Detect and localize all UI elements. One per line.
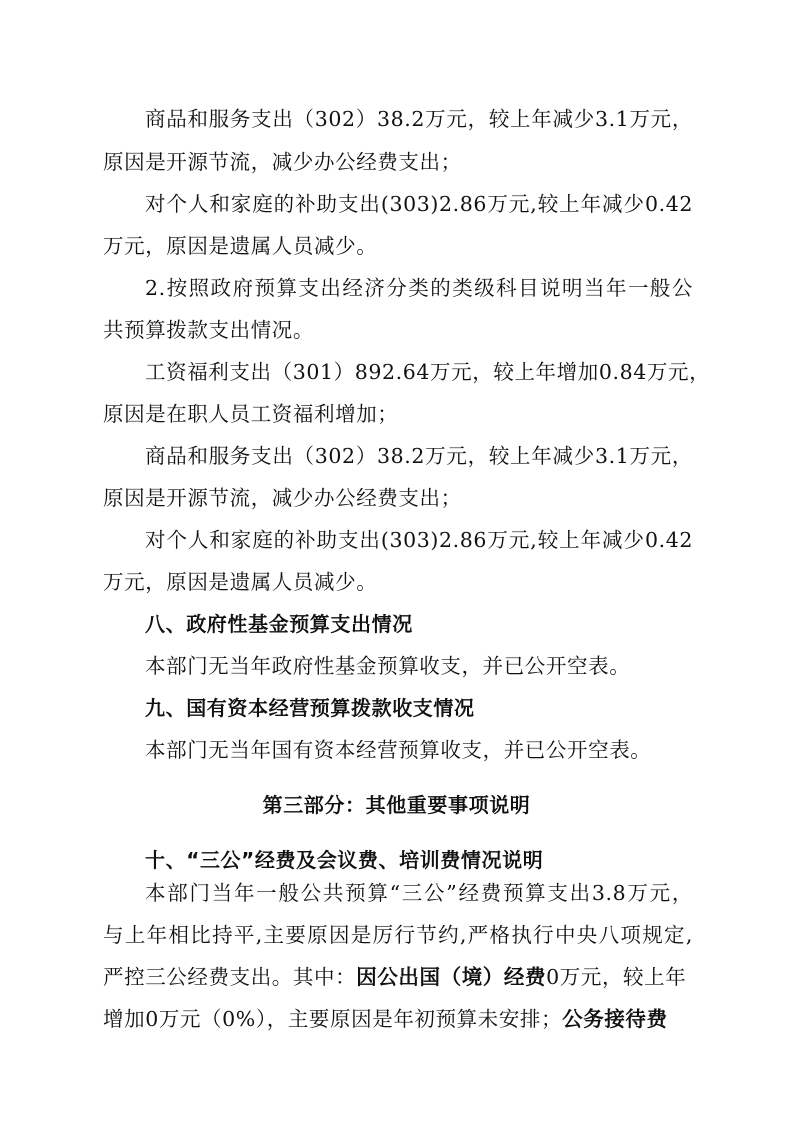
paragraph-line: 万元，原因是遗属人员减少。 <box>103 570 378 594</box>
paragraph-line: 对个人和家庭的补助支出(303)2.86万元,较上年减少0.42 <box>145 528 693 552</box>
paragraph-text: 0万元，较上年 <box>546 965 687 989</box>
paragraph-text: 增加0万元（0%），主要原因是年初预算未安排； <box>103 1007 563 1031</box>
bold-term-reception-cost: 公务接待费 <box>562 1007 668 1031</box>
paragraph-line: 万元，原因是遗属人员减少。 <box>103 234 378 258</box>
paragraph-line: 原因是在职人员工资福利增加； <box>103 402 399 426</box>
paragraph-line: 原因是开源节流，减少办公经费支出； <box>103 486 462 510</box>
paragraph-line: 本部门当年一般公共预算“三公”经费预算支出3.8万元， <box>145 881 693 905</box>
paragraph-line: 商品和服务支出（302）38.2万元，较上年减少3.1万元， <box>145 107 693 131</box>
paragraph-line: 原因是开源节流，减少办公经费支出； <box>103 150 462 174</box>
paragraph-line: 商品和服务支出（302）38.2万元，较上年减少3.1万元， <box>145 444 693 468</box>
section-heading-8: 八、政府性基金预算支出情况 <box>145 612 413 636</box>
paragraph-line: 工资福利支出（301）892.64万元，较上年增加0.84万元， <box>145 360 711 384</box>
section-heading-10: 十、“三公”经费及会议费、培训费情况说明 <box>145 848 544 872</box>
paragraph-line: 2.按照政府预算支出经济分类的类级科目说明当年一般公 <box>145 276 693 300</box>
paragraph-text: 严控三公经费支出。其中： <box>103 965 357 989</box>
paragraph-line: 本部门无当年政府性基金预算收支，并已公开空表。 <box>145 654 631 678</box>
paragraph-line: 与上年相比持平,主要原因是厉行节约,严格执行中央八项规定, <box>103 923 693 947</box>
bold-term-overseas-cost: 因公出国（境）经费 <box>356 965 547 989</box>
paragraph-line <box>103 962 693 992</box>
part-three-title: 第三部分：其他重要事项说明 <box>262 793 531 817</box>
paragraph-line: 对个人和家庭的补助支出(303)2.86万元,较上年减少0.42 <box>145 192 693 216</box>
section-heading-9: 九、国有资本经营预算拨款收支情况 <box>145 696 475 720</box>
paragraph-line <box>103 1004 693 1034</box>
paragraph-line: 共预算拨款支出情况。 <box>103 318 314 342</box>
paragraph-line: 本部门无当年国有资本经营预算收支，并已公开空表。 <box>145 738 652 762</box>
